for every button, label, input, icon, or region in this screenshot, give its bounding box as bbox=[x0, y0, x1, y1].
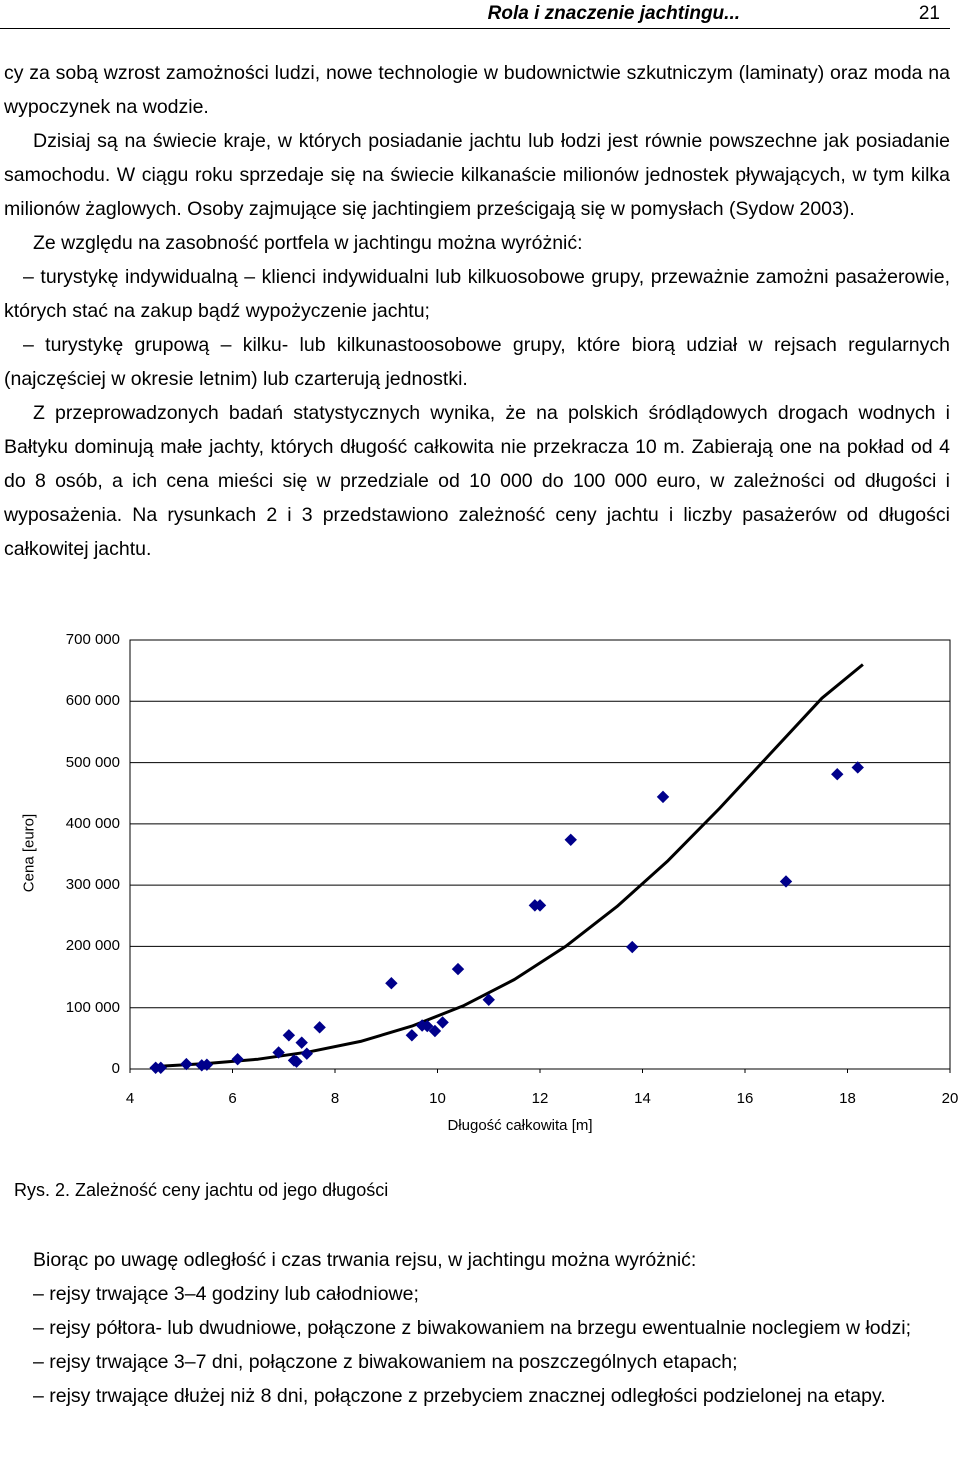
data-point bbox=[406, 1030, 417, 1041]
paragraph: Ze względu na zasobność portfela w jachtingu można wyróżnić: bbox=[33, 232, 583, 254]
data-point bbox=[181, 1059, 192, 1070]
plot-frame bbox=[130, 640, 950, 1069]
paragraph: Dzisiaj są na świecie kraje, w których posiadanie jachtu lub łodzi jest równie powszechne jak posiadanie samochodu. W ciągu roku sprzedaje się na świecie kilkanaście milionów jednostek pływających, w tym kilka milionów żaglowych. Osoby zajmujące się jachtingiem prześcigają się w pomysłach (Sydow 2003). bbox=[4, 130, 950, 220]
x-tick-label: 16 bbox=[736, 1090, 754, 1107]
y-tick-label: 100 000 bbox=[65, 998, 120, 1016]
list-item: – rejsy trwające 3–7 dni, połączone z biwakowaniem na poszczególnych etapach; bbox=[33, 1351, 738, 1373]
page-number: 21 bbox=[918, 3, 940, 24]
trendline bbox=[156, 665, 863, 1067]
price-length-chart bbox=[0, 620, 960, 1140]
header-title: Rola i znaczenie jachtingu... bbox=[487, 3, 740, 24]
x-tick-label: 8 bbox=[330, 1090, 340, 1107]
y-tick-label: 700 000 bbox=[65, 631, 120, 648]
data-point bbox=[296, 1037, 307, 1048]
x-tick-label: 4 bbox=[125, 1090, 135, 1107]
data-point bbox=[852, 762, 863, 773]
list-item: – rejsy trwające 3–4 godziny lub całodniowe; bbox=[33, 1283, 419, 1305]
y-tick-label: 400 000 bbox=[65, 814, 120, 832]
chart-plot bbox=[0, 620, 960, 1140]
list-item: – rejsy trwające dłużej niż 8 dni, połączone z przebyciem znacznej odległości podzielonej na etapy. bbox=[33, 1385, 886, 1407]
y-tick-label: 200 000 bbox=[65, 937, 120, 955]
paragraph: Z przeprowadzonych badań statystycznych wynika, że na polskich śródlądowych drogach wodnych i Bałtyku dominują małe jachty, których długość całkowita nie przekracza 10 m. Zabierają one na pokład od 4 do 8 osób, a ich cena mieści się w przedziale od 10 000 do 100 000 euro, w zależności od długości i wyposażenia. Na rysunkach 2 i 3 przedstawiono zależność ceny jachtu i liczby pasażerów od długości całkowitej jachtu. bbox=[4, 402, 950, 560]
x-tick-label: 18 bbox=[839, 1090, 856, 1107]
list-item: – turystykę grupową – kilku- lub kilkunastoosobowe grupy, które biorą udział w rejsach regularnych (najczęściej w okresie letnim) lub czarterują jednostki. bbox=[4, 334, 950, 390]
y-tick-label: 0 bbox=[111, 1060, 120, 1077]
data-point bbox=[283, 1030, 294, 1041]
data-point bbox=[314, 1022, 325, 1033]
data-point bbox=[232, 1054, 243, 1065]
running-header bbox=[0, 0, 950, 29]
outro-text bbox=[4, 1243, 950, 1413]
x-tick-label: 12 bbox=[531, 1090, 549, 1107]
x-tick-label: 10 bbox=[429, 1090, 446, 1107]
paragraph: cy za sobą wzrost zamożności ludzi, nowe technologie w budownictwie szkutniczym (laminaty) oraz moda na wypoczynek na wodzie. bbox=[4, 62, 950, 118]
x-axis-label: Długość całkowita [m] bbox=[447, 1117, 593, 1134]
y-tick-label: 300 000 bbox=[65, 876, 120, 894]
x-tick-label: 14 bbox=[634, 1090, 651, 1107]
y-axis-label: Cena [euro] bbox=[20, 813, 38, 893]
list-item: – turystykę indywidualną – klienci indywidualni lub kilkuosobowe grupy, przeważnie zamożni pasażerowie, których stać na zakup bądź wypożyczenie jachtu; bbox=[4, 266, 950, 322]
data-point bbox=[437, 1017, 448, 1028]
paragraph: Biorąc po uwagę odległość i czas trwania rejsu, w jachtingu można wyróżnić: bbox=[33, 1249, 697, 1271]
data-point bbox=[627, 942, 638, 953]
intro-text bbox=[4, 56, 950, 566]
figure-caption: Rys. 2. Zależność ceny jachtu od jego długości bbox=[14, 1180, 389, 1200]
data-point bbox=[565, 834, 576, 845]
data-point bbox=[386, 978, 397, 989]
list-item: – rejsy półtora- lub dwudniowe, połączone z biwakowaniem na brzegu ewentualnie noclegiem w łodzi; bbox=[33, 1317, 911, 1339]
data-point bbox=[453, 964, 464, 975]
y-tick-label: 500 000 bbox=[65, 753, 120, 771]
x-tick-label: 20 bbox=[941, 1090, 959, 1107]
data-point bbox=[832, 769, 843, 780]
data-point bbox=[301, 1048, 312, 1059]
data-point bbox=[658, 791, 669, 802]
x-tick-label: 6 bbox=[228, 1090, 237, 1107]
y-tick-label: 600 000 bbox=[65, 692, 120, 710]
